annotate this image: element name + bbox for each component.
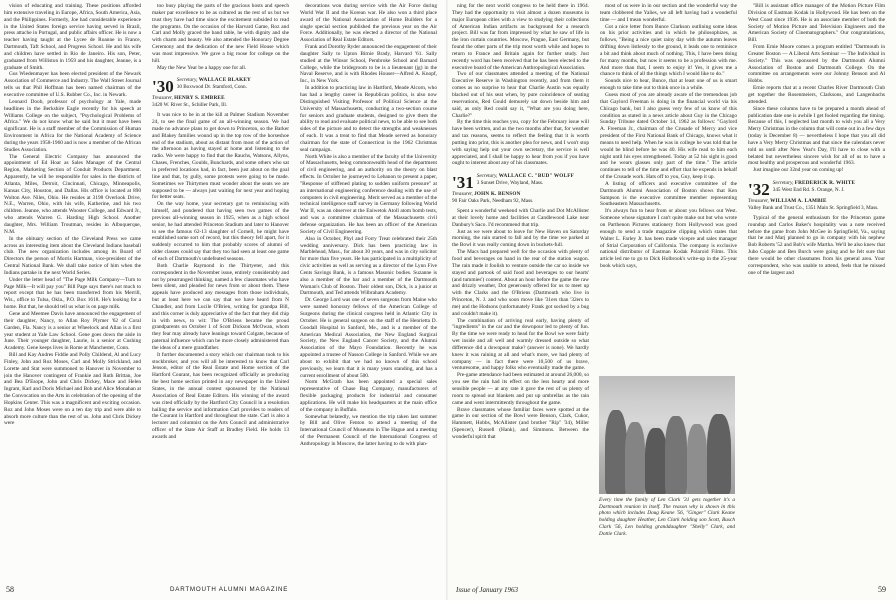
paragraph: The combination of arriving real early, having plenty of "ingredients" in the car and the downpour led to plenty of fun. By the time we were ready to head for the Bowl we were fairly wet inside and all well and warmly dressed outside so what difference did a downpour make? (answer is none). We hardly knew it was raining at all and what's more, we had plenty of company — in fact there were 10,500 of us brave, venturesome, and happy folks who eventually made the game. [452,317,589,372]
class-1931-treasurer: Treasurer, JOHN K. BENSON [452,191,521,198]
paragraph: ning for the next world congress to be held there in 1964. They had the opportunity to visit almost a dozen museums in major European cities with a view to studying their collections of American Indian artifacts as background for a research project. Bill was far from impressed by what he saw of life in the iron curtain countries. Moscow, Prague, East Germany, but found the other parts of the trip most worth while and hopes to return to France and Britain again for further study. Just recently word has been received that he has been elected to the executive board of the American Anthropological Association. [452,3,589,71]
left-page-number: 58 [6,585,14,594]
class-1932-secretary-address: 345 West End Rd. S. Orange, N. J. [772,186,845,193]
left-column-2 [152,3,289,581]
class-1930-treasurer: Treasurer, HENRY S. EMBREE [152,95,225,102]
paragraph: Frank and Dorothy Ryder announced the engagement of their daughter Sally to Upton Birnie Brady, Harvard '61. Sally studied at the Winsor School, Pembroke School and Barnard College, while the bridegroom to be is a lieutenant (jg) in the Naval Reserve, and is with Rhodes Houser—Alfred A. Knopf, Inc., in New York. [300,44,437,85]
paragraph: Guess most of you are already aware of the tremendous job that Gaylord Freeman is doing in the financial world via his Chicago bank, but I also guess very few of us know of this condition as stated in a news article about Guy in the Chicago Sunday Tribune dated October 14, 1962 as follows: "Gaylord A. Freeman Jr., chairman of the Crusade of Mercy and vice president of the First National Bank of Chicago, knows what it means to need help. When he was in college he was told that he would be blind before he was 40. His wife read to him each night until his eyes strengthened. Today at 52 his sight is good and he wears glasses only part of the time." The article continues to tell of the time and effort that he expends in behalf of the Crusade work. Hats off to you, Guy, keep it up. [600,91,737,181]
paragraph: Ernie reports that at a recent Charles River Dartmouth Club get together the Rosenmeiers, Clarksons, and Langenbachs attended. [748,85,885,105]
paragraph: most of us were in in our section and the wonderful way the team clobbered the Yalies, we all left having had a wonderful time — and I mean wonderful. [600,3,737,23]
paragraph: May the New Year be a happy one for all. [157,64,247,71]
photo-figure [687,424,707,494]
column-1-intro [452,3,589,167]
class-1931-secretary-address: 3 Sunset Drive, Wayland, Mass. [476,179,544,186]
paragraph: The General Electric Company has announced the appointment of Ed Hoar as Sales Manager of the Central Region, Marketing Section of Conduit Products Department. Apparently, he will be responsible for sales in the districts of Atlanta, Miles, Detroit, Cincinnati, Chicago, Minneapolis, Kansas City, Houston, and Dallas. His office is located at 890 Wolton Ave. Niles, Ohio. He resides at 3198 Overlook Drive, N.E., Warren, Ohio, with his wife, Katherine, and his two children. Jeanne, who attends Wooster College, and Edward Jr., who attends Warren G. Harding High School. Another daughter, Mrs. William Troutman, resides in Albuquerque, N.M. [4,153,141,235]
class-1930-header [152,77,289,108]
class-1932-header [748,180,885,211]
class-1931-treasurer-address: 90 Fair Oaks Park, Needham 92, Mass. [452,197,534,204]
column-2-intro [152,3,289,71]
paragraph: Gus Wiedenmayer has been elected president of the Newark Association of Commerce and Industry. The Wall Street Journal tells us that Phil Hoffman has been named chairman of the executive committee of U.S. Rubber Co., Inc. in Newark. [4,71,141,98]
paragraph: Both Charlie Raymond in the Thirtyeter, and this correspondent in the November issue, entirely considerably and not by prearranged thinking, named a few classmates who have been silent, and pleaded for news from or about them. These appeals have produced any messages from those individuals, but at least here we can say that we have heard from N Chandler, and from Lucile O'Brien, writing for grandpa Bill, and this corner is duly appreciative of the fact that they did chip in with news, to wit: The O'Briens became the proud grandparents on October 1 of Scott Dickson McOwan, whom they fear may already have leanings toward Colgate, because of paternal influence which can be more closely administered than the ideas of a mere grandfather. [152,262,289,351]
paragraph: Sounds nice to hear, Bunce, that at least one of us is smart enough to take time out to think once in a while. [600,78,737,92]
paragraph: decorations won during service with the Air Force during World War II and the Korean war. He also won a third place award of the National Association of Home Builders for a single special section published the previous year on the Air Force. Additionally, he was elected a director of the National Association of Real Estate Editors. [300,3,437,44]
class-1931-secretary: Secretary, WALLACE C. "BUD" WOLFF [476,173,574,180]
paragraph: Leonard Doob, professor of psychology at Yale, made headlines in the Berkshire Eagle recently for his speech at Williams College on the subject, "Psychological Problems of Africa." We do not know what he said but it must have been significant. He is a staff member of the Commission of Human Environment in Africa for the National Academy of Science during the years 1958-1960 and is now a member of the African Studies Association. [4,98,141,153]
right-column-3 [748,3,885,581]
paragraph: In addition to practicing law in Hartford, Meade Alcorn, who has had a lengthy career in Republican politics, is also now Distinguished Visiting Professor of Political Science at the University of Massachusetts, conducting a two-section course for seniors and graduate students, designed to give them the ability to read and evaluate political news, to be able to see both sides of the picture and to detect the strengths and weaknesses of each. It was a treat to find that Meade served as honorary chairman for the state of Connecticut in the 1962 Christmas seal campaign. [300,85,437,153]
right-column-2 [600,3,737,581]
column-2-body [152,112,289,441]
paragraph: Norm McGrath has been appointed a special sales representative of Chase Bag Company, manufacturers of flexible packaging products for industrial and consumer applications. He will make his headquarters at the main office of the company in Buffalo. [300,379,437,413]
paragraph: North White is also a member of the faculty of the University of Massachusetts, being commonwealth head of the department of civil engineering, and an authority on the theory on blast effects. In October he journeyed to Lebanon to present a paper, "Response of stiffened plating to sudden uniform pressure" at an international engineering conference dealing with the use of computers in civil engineering. Merit served as a member of the technical intelligence staff survey in Germany following World War II, was an observer at the Eniwetok Atoll atom bomb tests, and was a committee chairman of the Massachusetts civil defense organization. He has been an officer of the American Society of Civil Engineering. [300,153,437,235]
paragraph: Dr. George Lord was one of seven surgeons from Maine who were named honorary fellows of the American College of Surgeons during the clinical congress held in Atlantic City in October. He is general surgeon on the staff of the Henrietta D. Goodall Hospital in Sanford, Me., and is a member of the American Medical Association, the New England Surgical Society, the New England Cancer Society, and the Alumni Association of the Mayo Foundation. Recently he was appointed a trustee of Nasson College in Sanford. While we are about to exhibit that we had no known of this school previously, we learn that it is many years standing, and has a current enrollment of about 500. [300,297,437,379]
paragraph: It further documented a story which our chairman took to his stockbroker, and you will all be interested to know that Carl Jenson, editor of the Real Estate and Home section of the Hartford Courant, has been recognized officially as producing the best home section printed in any newspaper in the United States, in the annual contest sponsored by the National Association of Real Estate Editors. His winning of the award was cited officially by the Hartford City Council in a resolution hailing the service and information Carl provides to readers of the Courant in Hartford and throughout the state. Carl is also a lecturer and columnist on the Arts Council and administrative officer of the State Air Staff at Bradley Field. He holds 13 awards and [152,351,289,440]
paragraph: The Macs had prepared well for the occasion with plenty of food and beverages on hand in the rear of the station wagon. The rain made it foolish to venture outside the car so inside we stayed and partook of said food and beverages to our hearts' (and tummies') content. About an hour before the game the raw and drizzly weather, Dot generously offered for us to meet up with the Clarks and the O'Briens (Dartmouth who live in Princeton, N. J. and who soon move like '31ers than '32ers to me) and the Hodsons (unfortunately Frank got socked by a bug and couldn't make it). [452,249,589,317]
paragraph: From Ernie Moore comes a program entitled "Dartmouth in Greater Boston — A Liberal Arts Seminar — The Individual in Society." This was sponsored by the Dartmouth Alumni Association of Boston and Dartmouth College. On the committee on arrangements were our Johnny Benson and Al Hobbs. [748,44,885,85]
class-year-1930: '30 [152,77,174,97]
class-1930-secretary-address: 30 Boxwood Dr. Stamford, Conn. [176,83,247,90]
paragraph: By the time this reaches you, copy for the February issue will have been written, and as the two months after that, for weather and tax reasons, seems to reflect the feeling that it is worth putting into print, this is another plea for news, and I won't stop with saying help out your own secretary, the service is well appreciated, and I shall be happy to hear from you if you have ought to interest about any of his classmates. [452,119,589,167]
photo-figure [665,416,687,494]
paragraph: Bill and Kay Andres Fiddie and Polly Childend, Al and Lucy Finley, John and Roz Moses, Carl and Molly Strickland, and Lorette and Stat were summoned to Hanover in November to join the Hanover contingent of Frankie and Ruth Brittan, Joe and Bea D'Esope, John and Chris Dickey, Mace and Helen Ingram, Karl and Doris Michael and Bob and Alice Monahan at the Convocation on the Arts in celebration of the opening of the Hopkins Center. This was a magnificent and exciting occasion. Roz and John Moses were on a ten day trip and were able to absorb more culture than the rest of us. John and Chris Dickey were [4,352,141,427]
photo-figure [707,414,731,494]
paragraph: Since these columns have to be prepared a month ahead of publication date one is awhile I get fooled regarding the timing. Because of this, I neglected last month to wish you all a Very Merry Christmas in the column that will come out in a few days (today is December 8) — nevertheless I hope that you all did have a Very Merry Christmas and that since the calendars never told us until after New Year's Day, I'll have to close with a belated but nevertheless sincere wish for all of us to have a most healthy and prosperous and wonderful 1963. [748,105,885,167]
paragraph: Also in October, Phyl and Forry Treat celebrated their 25th wedding anniversary. Dick has been practicing law in Marblehead, Mass., for about 30 years, and was in city solicitor for more than five years. He has participated in a multiplicity of civic activities as well as serving as a director of the Lynn Five Cents Savings Bank, is a famous Masonic bodies. Suzanne is also a member of the bar and a member of the Dartmouth Woman's Club of Boston. Their oldest son, Dick, is a junior at Dartmouth, and Ted attends Wilbraham Academy. [300,235,437,297]
magazine-title: DARTMOUTH ALUMNI MAGAZINE [170,586,289,593]
paragraph: On the way home, your secretary got to reminiscing with himself, and pondered that having seen two games of the previous all-winning season in 1925, when as a high school senior, he had attended Princeton Stadium and later to Hanover to see the famous 62-13 slaughter of Cornell, he might have established some sort of record, but this theory fell apart, for it suddenly occurred to him that probably scores of alumni of older classes could say that they too had seen at least one game of each of Dartmouth's undefeated seasons. [152,201,289,262]
class-1932-treasurer-address: Valley Bank and Trust Co., 1351 Main St. Springfield 3, Mass. [748,204,879,211]
class-1930-secretary: Secretary, WALLACE BLAKEY [176,77,251,84]
paragraph: "Bill is assistant office manager of the Motion Picture Film Division of Eastman Kodak in Hollywood. He has been on the West Coast since 1936. He is an associate member of both the Society of Motion Picture and Television Engineers and the American Society of Cinematographers." Our congratulations, Bill. [748,3,885,44]
paragraph: Under the letter head of "The Page Milk Company—Turn to Page Milk—It will pay you" Bill Page says there's not much to report except that he has been transferred from his Merrill, Wis., office to Tulsa, Okla., P.O. Box 1618. He's looking for a home. But that, he should tell us what is on page milk. [4,276,141,311]
paragraph: A listing of officers and executive committee of the Dartmouth Alumni Association of Boston shows that Ken Sampson is the executive committee member representing Southeastern Massachusetts. [600,180,737,208]
class-1932-secretary: Secretary, FREDERICK R. WHITE [772,180,856,187]
class-1931-header [452,173,589,204]
photo-figure [625,422,645,494]
paragraph: It's always fun to hear from or about you fellows out West. Someone whose signature I can't quite make out but who wrote on Parthenon Pictures stationery from Hollywood was good enough to send a trade magazine clipping which states that Walter L. Farley Jr. has been made vicepre and sales manager of Strial Corporation of California. The company is exclusive national distributor of Eastman Kodak Polaroid Films. This article led me to go to Dick Holbrook's write-up in the 25-year book which says, [600,208,737,270]
photo-figure [645,428,667,494]
class-year-1932: '32 [748,180,770,200]
paragraph: Two of our classmates attended a meeting of the National Executive Reserve in Washington recently, and from them it comes as no surprise to hear that Charlie Austin was equally blacked out of his seat when, by pure coincidence of seating reservations, Red Gould demurely sat down beside him and said, as only Red could say it, "What are you doing here, Charlie?" [452,71,589,119]
paragraph: Just as we were about to leave for New Haven on Saturday morning, the rain started to fall and by the time we parked at the Bowl it was really coming down in buckets-full. [452,228,589,249]
right-column-1 [452,3,589,581]
left-column-3 [300,3,437,581]
paragraph: Typical of the general enthusiasm for the Princeton game roundup and Carlos Baker's hospitality was a note received before the game from John McGee in Springfield, Va., saying that he and Marj planned to go in company with his nephew Bob Roberts '52 and Bob's wife Martha. We'll be also knew that Jubo Copple and Ben Burch were going and he felt sure that there would be other classmates from his general area. Your correspondent, who was unable to attend, feels that he missed one of the largest and [748,214,885,276]
class-1930-treasurer-address: 3420 W. River St., Schiller Park, Ill. [152,101,228,108]
photo-figure [605,410,627,494]
paragraph: Got a nice letter from Bunce Clarkson outlining some ideas on his prior activities and in which he philosophizes, as follows, "Being a nice quiet rainy day with the autumn leaves drifting down listlessly to the ground, it leads one to reminisce a bit and think about much of nothing. This, I have been doing for many months, but now it seems to be a profession with me. And more than that, I seem to enjoy it! Yes, it gives me a chance to think of all the things which I would like to do." [600,23,737,78]
issue-date: Issue of January 1963 [456,586,519,594]
column-3-body [748,215,885,277]
paragraph: Spent a wonderful weekend with Charlie and Dot McAllister at their lovely home and facilities at Candlewood Lake near Danbury's Saco. I'd recommend that trip. [452,208,589,228]
paragraph: Brave classmates whose familiar faces were spotted at the game in our section of the Bowl were Benson, Clark, Cukor, Hammett, Hobbs, McAllister (and brother "Rip" '34), Miller (Spencer), Russell (Hank), and Simmons. Between the wonderful spirit that [452,406,589,440]
right-page-number: 59 [878,585,886,594]
paragraph: Pre-game attendance had been estimated at around 26,000, so you see the rain had its effect on the less hearty and more sensible people — at any rate it gave the rest of us plenty of room to spread out blankets and put up umbrellas as the rain came and went intermittently throughout the game. [452,372,589,406]
paragraph: Just imagine our 32nd year on coming up! [753,167,844,174]
paragraph: vision of educating and training. These positions afforded him extensive traveling in Europe, Africa, South America, Asia, and the Philippines. Formerly, Joe had considerable experience in the United States foreign service having served in Brazil, press attache in Portugal, and public affairs officer. He is now a teacher having taught at the Lycee de Roanne in France, Dartmouth, Taft School, and Progress School. He and his wife and children have settled in Rio de Janeiro. His son, Peter, graduated from Williston in 1959 and his daughter, Jeanne, is a graduate of Smith. [4,3,141,71]
left-column-1 [4,3,141,581]
paragraph: too busy playing the parts of the gracious hosts and speech maker par excellence to be as cultured as the rest of us but we trust they have had time since the excitement subsided to read the programs. On the occasion of the Harvard Game, Roz and Carl and Molly graced the band table, he with dignity and she with charm and beauty. We also attended the Honorary Degree Ceremony and the dedication of the new Field House which was most impressive. We gave a big roose for college on the hill. [152,3,289,64]
family-photo [599,376,735,494]
column-1-body [452,208,589,441]
paragraph: It was nice to be in at the kill at Palmer Stadium November 24, to see the final game of an all-winning season. We had made no advance plans to get down to Princeton, so the Barker and Blakey families wound up in the top row of the horseshoe end of the stadium, about as distant from most of the action of the afternoon as having stayed at home and listening to the radio. We were happy to find that the Rauchs, Watsons, Allyns, Chases, Frenches, Goulds, Bunchards, and some others who sat in preferred locations had, in fact, been just about on the goal line and that, by gully, some protests were going to be made. Sometimes we Thirtymen must wonder about the seats we are supposed to be — always just waiting for next year and hoping for better seats. [152,112,289,201]
column-3-intro [748,3,885,174]
class-1932-treasurer: Treasurer, WILLIAM A. LAMBIE [748,198,827,205]
class-year-1931: '31 [452,173,474,193]
paragraph: Gene and Meemee Davis have announced the engagement of their daughter, Nancy, to Allan Roy Plymer '62 of Coral Garden, Fla. Nancy is a senior at Wheelock and Allan is a first year student at Yale Law School. Gene goes down the aisle in June. Their younger daughter, Laurie, is a senior at Cushing Academy. Gene keeps lives in Rome at Manchester, Conn. [4,310,141,352]
paragraph: Somewhat belatedly, we mention the trip taken last summer by Bill and Olive Fenton to attend a meeting of the International Council of Museums in The Hague and a meeting of the Permanent Council of the International Congress of Anthropology in Moscow, the latter having to do with plan- [300,413,437,447]
paragraph: In the obituary section of the Cleveland Press we came across an interesting item about the Cleveland Indians baseball club. The new organization includes among its Board of Directors the person of Morris Hartman, vice-president of the Central National Bank. We shall take notice of him when the Indians partake in the next World Series. [4,235,141,276]
photo-caption: Every time the family of Len Clark '31 gets together it's a Dartmouth reunion in itself. The reason why is shown in this photo which includes Doug Keane '56, "Ginger" Clark Keane holding daughter Heather, Len Clark holding son Scott, Busch Clark '56, Len holding granddaughter "Shelly" Clark, and Dottie Clark. [599,497,735,537]
